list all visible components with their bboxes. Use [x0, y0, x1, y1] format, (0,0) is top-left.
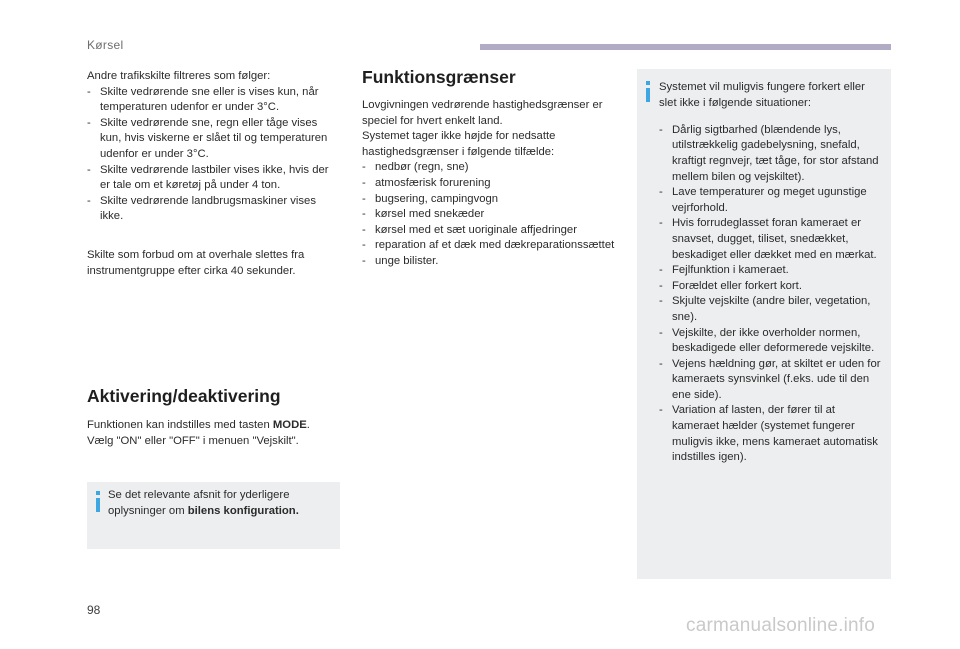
overtake-text: Skilte som forbud om at overhale slettes fra instrumentgruppe efter cirka 40 sekunder.	[87, 249, 305, 277]
list-item: - Hvis forrudeglasset foran kameraet er snavset, dugget, tiliset, snedækket, beskadiget eller dækket med en mærkat.	[659, 217, 877, 261]
header-bar	[480, 44, 891, 50]
middle-column	[362, 66, 615, 270]
limits-para-1: Lovgivningen vedrørende hastighedsgrænser er speciel for hvert enkelt land.	[362, 99, 603, 127]
limits-heading: Funktionsgrænser	[362, 67, 516, 87]
list-item: - atmosfærisk forurening	[362, 176, 491, 189]
list-item: - Lave temperaturer og meget ugunstige vejrforhold.	[659, 186, 867, 214]
list-item: - Skilte vedrørende sne eller is vises kun, når temperaturen udenfor er under 3°C.	[87, 85, 319, 114]
list-item: - bugsering, campingvogn	[362, 192, 499, 205]
watermark: carmanualsonline.info	[686, 615, 876, 636]
list-item: - Skilte vedrørende sne, regn eller tåge vises kun, hvis viskerne er slået til og temperaturen udenfor er under 3°C.	[87, 116, 328, 160]
list-item: - Forældet eller forkert kort.	[659, 279, 802, 292]
section-title: Kørsel	[87, 38, 124, 52]
situations-note	[637, 69, 891, 579]
overtake-paragraph	[87, 248, 339, 279]
activation-text-2: Vælg "ON" eller "OFF" i menuen "Vejskilt".	[87, 434, 299, 447]
config-note	[87, 482, 340, 549]
left-intro: Andre trafikskilte filtreres som følger:	[87, 70, 271, 82]
list-item: - Vejskilte, der ikke overholder normen, beskadigede eller deformerede vejskilte.	[659, 326, 875, 355]
list-item: - kørsel med snekæder	[362, 208, 485, 221]
list-item: - unge bilister.	[362, 254, 439, 267]
situations-intro: Systemet vil muligvis fungere forkert eller slet ikke i følgende situationer:	[659, 81, 865, 109]
list-item: - Skilte vedrørende lastbiler vises ikke, hvis der er tale om et køretøj på under 4 ton.	[87, 163, 329, 192]
list-item: - Skilte vedrørende landbrugsmaskiner vises ikke.	[87, 194, 316, 223]
list-item: - reparation af et dæk med dækreparationssættet	[362, 239, 615, 252]
activation-text: Funktionen kan indstilles med tasten MODE.	[87, 419, 310, 431]
list-item: - kørsel med et sæt uoriginale affjedringer	[362, 223, 577, 236]
list-item: - nedbør (regn, sne)	[362, 161, 469, 174]
list-item: - Dårlig sigtbarhed (blændende lys, utilstrækkelig gadebelysning, snefald, kraftigt regnvejr, tæt tåge, for stor afstand mellem bilen og vejskiltet).	[659, 123, 879, 183]
mode-key: MODE	[272, 419, 307, 431]
activation-section	[87, 385, 347, 449]
activation-heading: Aktivering/deaktivering	[87, 386, 281, 406]
note-text: Se det relevante afsnit for yderligere oplysninger om bilens konfiguration.	[108, 489, 299, 517]
limits-para-2: Systemet tager ikke højde for nedsatte hastighedsgrænser i følgende tilfælde:	[362, 130, 556, 158]
list-item: - Vejens hældning gør, at skiltet er uden for kameraets synsvinkel (f.eks. ude til den ene side).	[659, 357, 881, 401]
list-item: - Fejlfunktion i kameraet.	[659, 264, 789, 277]
list-item: - Variation af lasten, der fører til at kameraet hælder (systemet fungerer muligvis ikke, mens kameraet automatisk indstilles igen).	[659, 404, 878, 464]
page-number: 98	[87, 603, 101, 617]
list-item: - Skjulte vejskilte (andre biler, vegetation, sne).	[659, 295, 871, 323]
left-column	[87, 69, 339, 225]
